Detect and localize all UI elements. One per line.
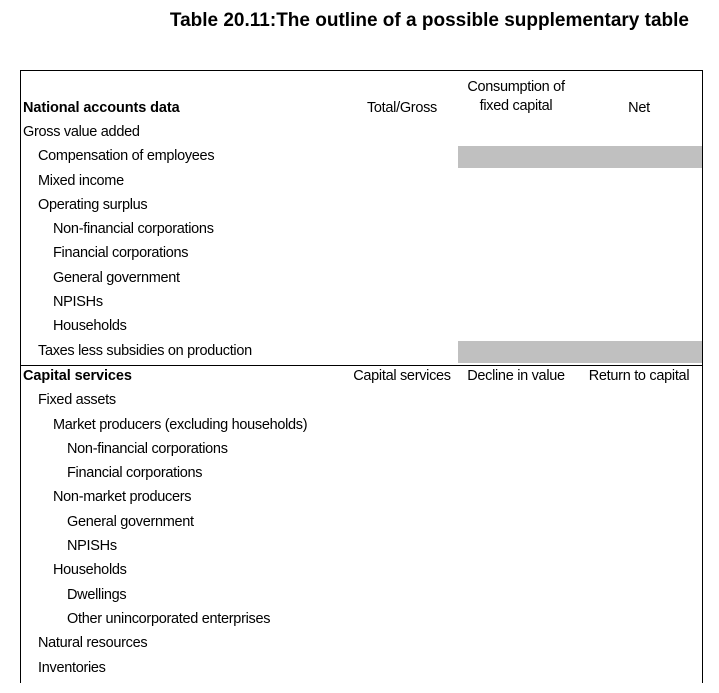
row-label: Compensation of employees xyxy=(38,148,215,164)
row-label: Fixed assets xyxy=(38,392,116,408)
table-row xyxy=(21,389,702,413)
col-header-net: Net xyxy=(628,100,650,116)
table-row xyxy=(21,486,702,510)
table-row xyxy=(21,438,702,462)
table-row xyxy=(21,559,702,583)
row-label: Financial corporations xyxy=(67,465,203,481)
col-header-capital-services: Capital services xyxy=(353,368,451,384)
table-row xyxy=(21,194,702,218)
table-row xyxy=(21,242,702,266)
supplementary-table xyxy=(20,70,703,683)
col-header-consumption-line2: fixed capital xyxy=(479,98,553,114)
col-header-return-to-capital: Return to capital xyxy=(588,368,690,384)
row-label: NPISHs xyxy=(67,538,117,554)
table-row xyxy=(21,291,702,315)
row-label: Dwellings xyxy=(67,587,127,603)
shaded-cell xyxy=(458,146,702,168)
col-header-decline-in-value: Decline in value xyxy=(467,368,565,384)
row-label: Market producers (excluding households) xyxy=(53,417,308,433)
table-row xyxy=(21,608,702,632)
col-header-consumption-line1: Consumption of xyxy=(467,79,565,95)
row-label: Natural resources xyxy=(38,635,148,651)
section1-header-label: National accounts data xyxy=(23,100,180,116)
table-row xyxy=(21,121,702,145)
section1-header-row xyxy=(21,97,702,121)
table-row xyxy=(21,340,702,364)
row-label: Households xyxy=(53,562,127,578)
table-row xyxy=(21,535,702,559)
table-row xyxy=(21,462,702,486)
row-label: Taxes less subsidies on production xyxy=(38,343,252,359)
table-row xyxy=(21,145,702,169)
table-row xyxy=(21,511,702,535)
table-title: Table 20.11:The outline of a possible supplementary table xyxy=(169,10,689,31)
row-label: Other unincorporated enterprises xyxy=(67,611,271,627)
row-label: Mixed income xyxy=(38,173,124,189)
shaded-cell xyxy=(458,341,702,363)
table-row xyxy=(21,657,702,681)
row-label: Operating surplus xyxy=(38,197,148,213)
row-label: Financial corporations xyxy=(53,245,189,261)
row-label: Non-financial corporations xyxy=(67,441,228,457)
table-row xyxy=(21,414,702,438)
row-label: NPISHs xyxy=(53,294,103,310)
table-row xyxy=(21,267,702,291)
section2-header-row xyxy=(21,365,702,389)
row-label: Households xyxy=(53,318,127,334)
row-label: Non-market producers xyxy=(53,489,192,505)
table-row xyxy=(21,315,702,339)
table-row xyxy=(21,218,702,242)
row-label: Gross value added xyxy=(23,124,140,140)
row-label: Inventories xyxy=(38,660,106,676)
table-row xyxy=(21,170,702,194)
row-label: General government xyxy=(53,270,180,286)
section2-header-label: Capital services xyxy=(23,368,132,384)
col-header-total-gross: Total/Gross xyxy=(366,100,437,116)
row-label: Non-financial corporations xyxy=(53,221,214,237)
table-row xyxy=(21,632,702,656)
table-row xyxy=(21,584,702,608)
row-label: General government xyxy=(67,514,194,530)
